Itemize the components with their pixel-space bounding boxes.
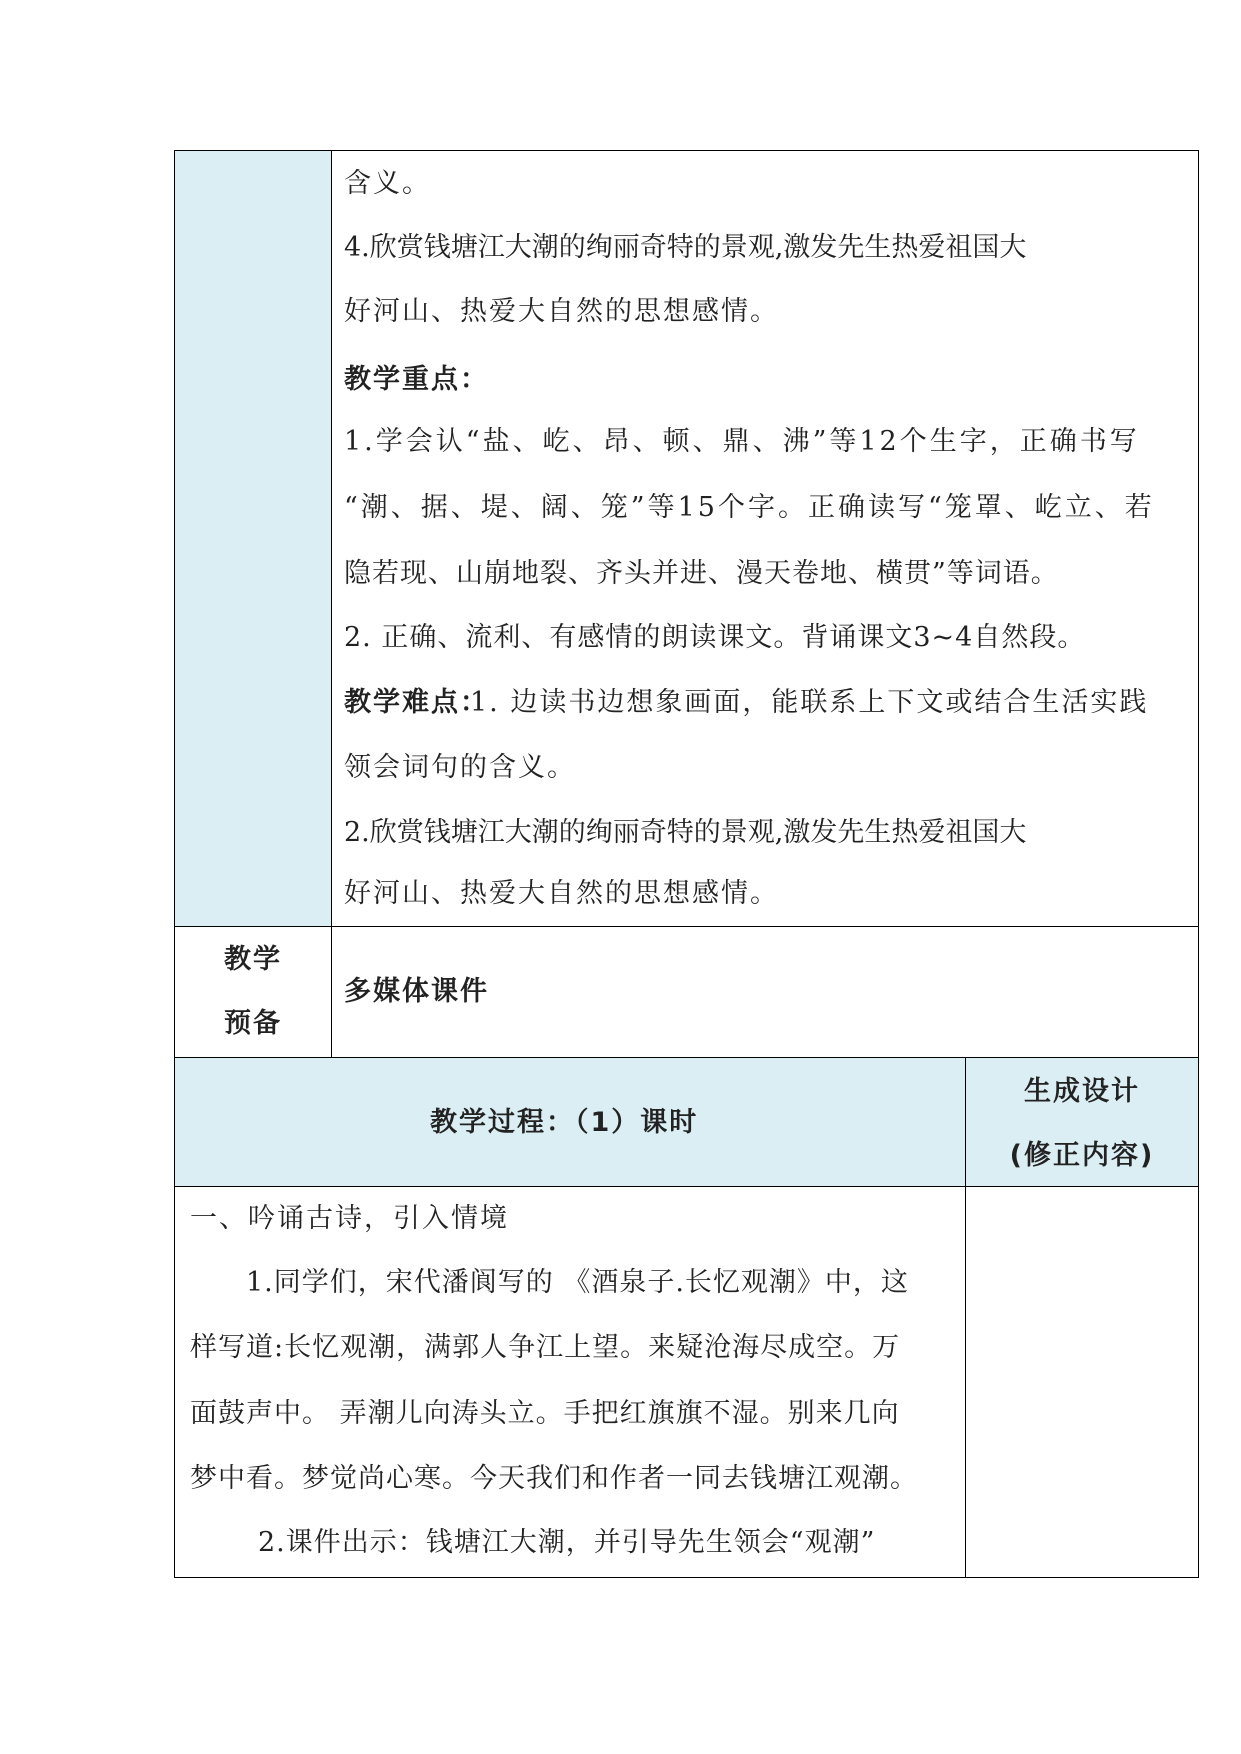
process-line-1: 一、吟诵古诗，引入情境 [190, 1203, 509, 1234]
divider-row-objectives [174, 926, 1199, 927]
side-header-line-2: (修正内容) [1009, 1140, 1155, 1171]
difficulties-heading: 教学难点： [344, 687, 489, 718]
prep-value: 多媒体课件 [344, 976, 489, 1007]
process-title: 教学过程：（1）课时 [430, 1107, 699, 1138]
process-line-3: 样写道:长忆观潮，满郭人争江上望。来疑沧海尽成空。万 [190, 1332, 901, 1363]
key-points-line-3: 隐若现、山崩地裂、齐头并进、漫天卷地、横贯”等词语。 [344, 558, 1059, 589]
difficulties-line-3: 2.欣赏钱塘江大潮的绚丽奇特的景观,激发先生热爱祖国大 [344, 817, 1027, 848]
process-line-5: 梦中看。梦觉尚心寒。今天我们和作者一同去钱塘江观潮。 [190, 1463, 918, 1494]
left-label-cell-objectives [175, 151, 331, 926]
key-points-heading: 教学重点： [344, 364, 489, 395]
divider-left-column [331, 150, 332, 1057]
key-points-line-2: “潮、据、堤、阔、笼”等15个字。正确读写“笼罩、屹立、若 [344, 492, 1155, 523]
prep-label-line-2: 预备 [224, 1008, 282, 1039]
key-points-line-4: 2. 正确、流利、有感情的朗读课文。背诵课文3~4自然段。 [344, 622, 1086, 653]
difficulties-line-2: 领会词句的含义。 [344, 752, 576, 783]
difficulties-line-1: 1. 边读书边想象画面，能联系上下文或结合生活实践 [470, 687, 1149, 718]
objectives-line-3: 好河山、热爱大自然的思想感情。 [344, 296, 779, 327]
prep-label-line-1: 教学 [224, 944, 282, 975]
process-line-6: 2.课件出示：钱塘江大潮，并引导先生领会“观潮” [258, 1527, 876, 1558]
divider-row-prep [174, 1057, 1199, 1058]
side-header-line-1: 生成设计 [1024, 1076, 1140, 1107]
objectives-line-1: 含义。 [344, 168, 431, 199]
divider-row-process-header [174, 1186, 1199, 1187]
difficulties-line-4: 好河山、热爱大自然的思想感情。 [344, 878, 779, 909]
divider-side-column [965, 1057, 966, 1578]
process-line-4: 面鼓声中。 弄潮儿向涛头立。手把红旗旗不湿。别来几向 [190, 1398, 900, 1429]
objectives-line-2: 4.欣赏钱塘江大潮的绚丽奇特的景观,激发先生热爱祖国大 [344, 232, 1027, 263]
key-points-line-1: 1.学会认“盐、屹、昂、顿、鼎、沸”等12个生字，正确书写 [344, 426, 1140, 457]
process-line-2: 1.同学们，宋代潘阆写的 《酒泉子.长忆观潮》中，这 [246, 1267, 909, 1298]
